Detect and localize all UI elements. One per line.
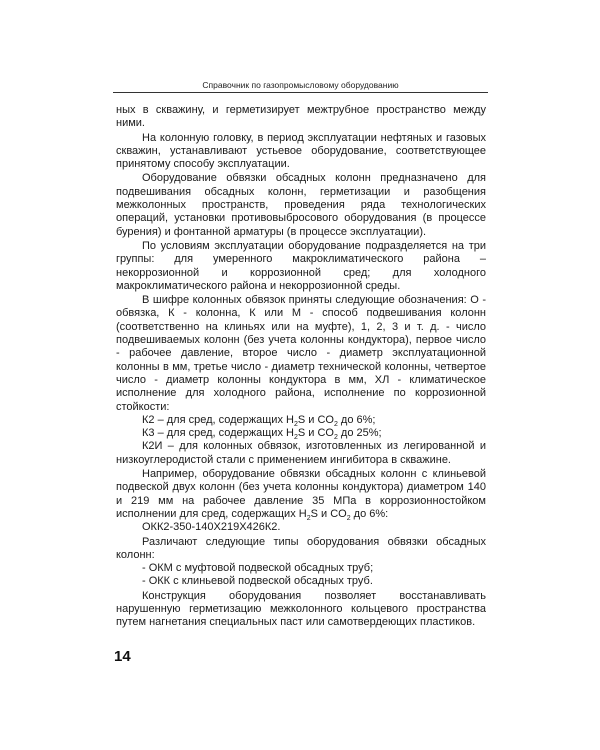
page-number: 14	[114, 648, 131, 665]
list-item: - ОКМ с муфтовой подвеской обсадных труб;	[142, 562, 374, 575]
paragraph: Оборудование обвязки обсадных колонн предназначено для подвешивания обсадных колонн, герметизации и разобщения межколонных пространств, проведения ряда технологических операций, установки противовыбросового оборудования (в процессе бурения) и фонтанной арматуры (в процессе эксплуатации).	[116, 172, 486, 238]
list-item: - ОКК с клиньевой подвеской обсадных труб.	[142, 575, 373, 588]
paragraph: Конструкция оборудования позволяет восстанавливать нарушенную герметизацию межколонного кольцевого пространства путем нагнетания специальных паст или самотвердеющих пластиков.	[116, 589, 486, 629]
paragraph: Различают следующие типы оборудования обвязки обсадных колонн:	[116, 535, 486, 561]
paragraph: ных в скважину, и герметизирует межтрубное пространство между ними.	[116, 104, 486, 130]
corrosion-class-k3: К3 – для сред, содержащих $H_2S$ и $CO_2$ до 25%;	[142, 427, 382, 442]
header-rule	[113, 92, 488, 93]
paragraph: По условиям эксплуатации оборудование подразделяется на три группы: для умеренного макроклиматического района – некоррозионной и коррозионной сред; для холодного макроклиматического района и некоррозионной среды.	[116, 239, 486, 292]
corrosion-class-k2: К2 – для сред, содержащих $H_2S$ и $CO_2$ до 6%;	[142, 413, 376, 429]
body-text	[116, 104, 486, 630]
example-code: ОКК2-350-140Х219Х426К2.	[142, 521, 281, 534]
example-paragraph: Например, оборудование обвязки обсадных колонн с клиньевой подвеской двух колонн (без учета колонны кондуктора) диаметром 140 и 219 мм на рабочее давление 35 МПа в коррозионностойком исполнении для сред, содержащих $H_2S$ и $CO_2$ до 6%:	[116, 468, 486, 523]
paragraph: В шифре колонных обвязок приняты следующие обозначения: О - обвязка, К - колонна, К или М - способ подвешивания колонн (соответственно на клиньях или на муфте), 1, 2, 3 и т. д. - число подвешиваемых колонн (без учета колонны кондуктора), первое число - рабочее давление, второе число - диаметр эксплуатационной колонны в мм, третье число - диаметр технической колонны, четвертое число - диаметр колонны кондуктора в мм, ХЛ - климатическое исполнение для холодного района, исполнение по коррозионной стойкости:	[116, 294, 486, 413]
running-header: Справочник по газопромысловому оборудованию	[202, 80, 399, 90]
corrosion-class-k2i: К2И – для колонных обвязок, изготовленных из легированной и низкоуглеродистой стали с применением ингибитора в скважине.	[116, 440, 486, 466]
paragraph: На колонную головку, в период эксплуатации нефтяных и газовых скважин, устанавливают устьевое оборудование, соответствующее принятому способу эксплуатации.	[116, 131, 486, 171]
